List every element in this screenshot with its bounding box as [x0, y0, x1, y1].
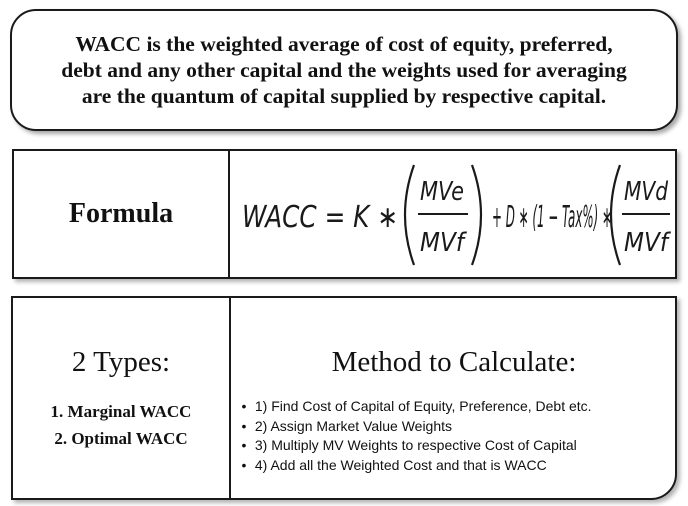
- definition-line-3: are the quantum of capital supplied by respective capital.: [81, 84, 607, 108]
- formula-lhs: WACC = K ∗: [242, 200, 398, 235]
- type-item-optimal: 2. Optimal WACC: [54, 429, 188, 448]
- formula-label: Formula: [68, 198, 174, 229]
- bullet-icon: •: [241, 398, 247, 414]
- definition-line-2: debt and any other capital and the weights used for averaging: [61, 58, 627, 82]
- frac1-numerator: MVe: [420, 177, 464, 207]
- frac1-denominator: MVf: [420, 228, 468, 258]
- types-list: [13, 398, 229, 452]
- method-step-text: 2) Assign Market Value Weights: [254, 417, 453, 434]
- definition-box: [10, 9, 678, 131]
- frac1-right-paren: [472, 165, 481, 265]
- method-step-text: 4) Add all the Weighted Cost and that is WACC: [254, 456, 547, 473]
- method-step: [237, 417, 592, 437]
- types-divider: [229, 298, 231, 498]
- frac1-left-paren: [405, 165, 414, 265]
- frac2-denominator: MVf: [624, 228, 672, 258]
- definition-text: [61, 31, 626, 109]
- frac2-left-paren: [611, 165, 620, 265]
- type-item-marginal: 1. Marginal WACC: [50, 402, 192, 421]
- method-step-text: 3) Multiply MV Weights to respective Cost of Capital: [254, 437, 577, 453]
- formula-divider: [228, 151, 230, 277]
- method-step: [237, 436, 592, 456]
- method-step-text: 1) Find Cost of Capital of Equity, Preference, Debt etc.: [254, 398, 592, 414]
- method-step: [237, 397, 592, 417]
- types-method-box: [11, 296, 677, 500]
- definition-line-1: WACC is the weighted average of cost of equity, preferred,: [75, 32, 613, 56]
- bullet-icon: •: [241, 437, 247, 453]
- method-step: [237, 456, 592, 476]
- bullet-icon: •: [241, 456, 247, 473]
- frac2-numerator: MVd: [624, 177, 669, 207]
- formula-middle: + D ∗ (1 − Tax%) ∗: [492, 200, 612, 235]
- formula-box: [12, 149, 677, 279]
- method-steps-list: [237, 397, 592, 475]
- method-title: Method to Calculate:: [331, 346, 577, 378]
- wacc-formula: [236, 155, 674, 275]
- bullet-icon: •: [241, 417, 247, 434]
- types-title: 2 Types:: [71, 346, 171, 378]
